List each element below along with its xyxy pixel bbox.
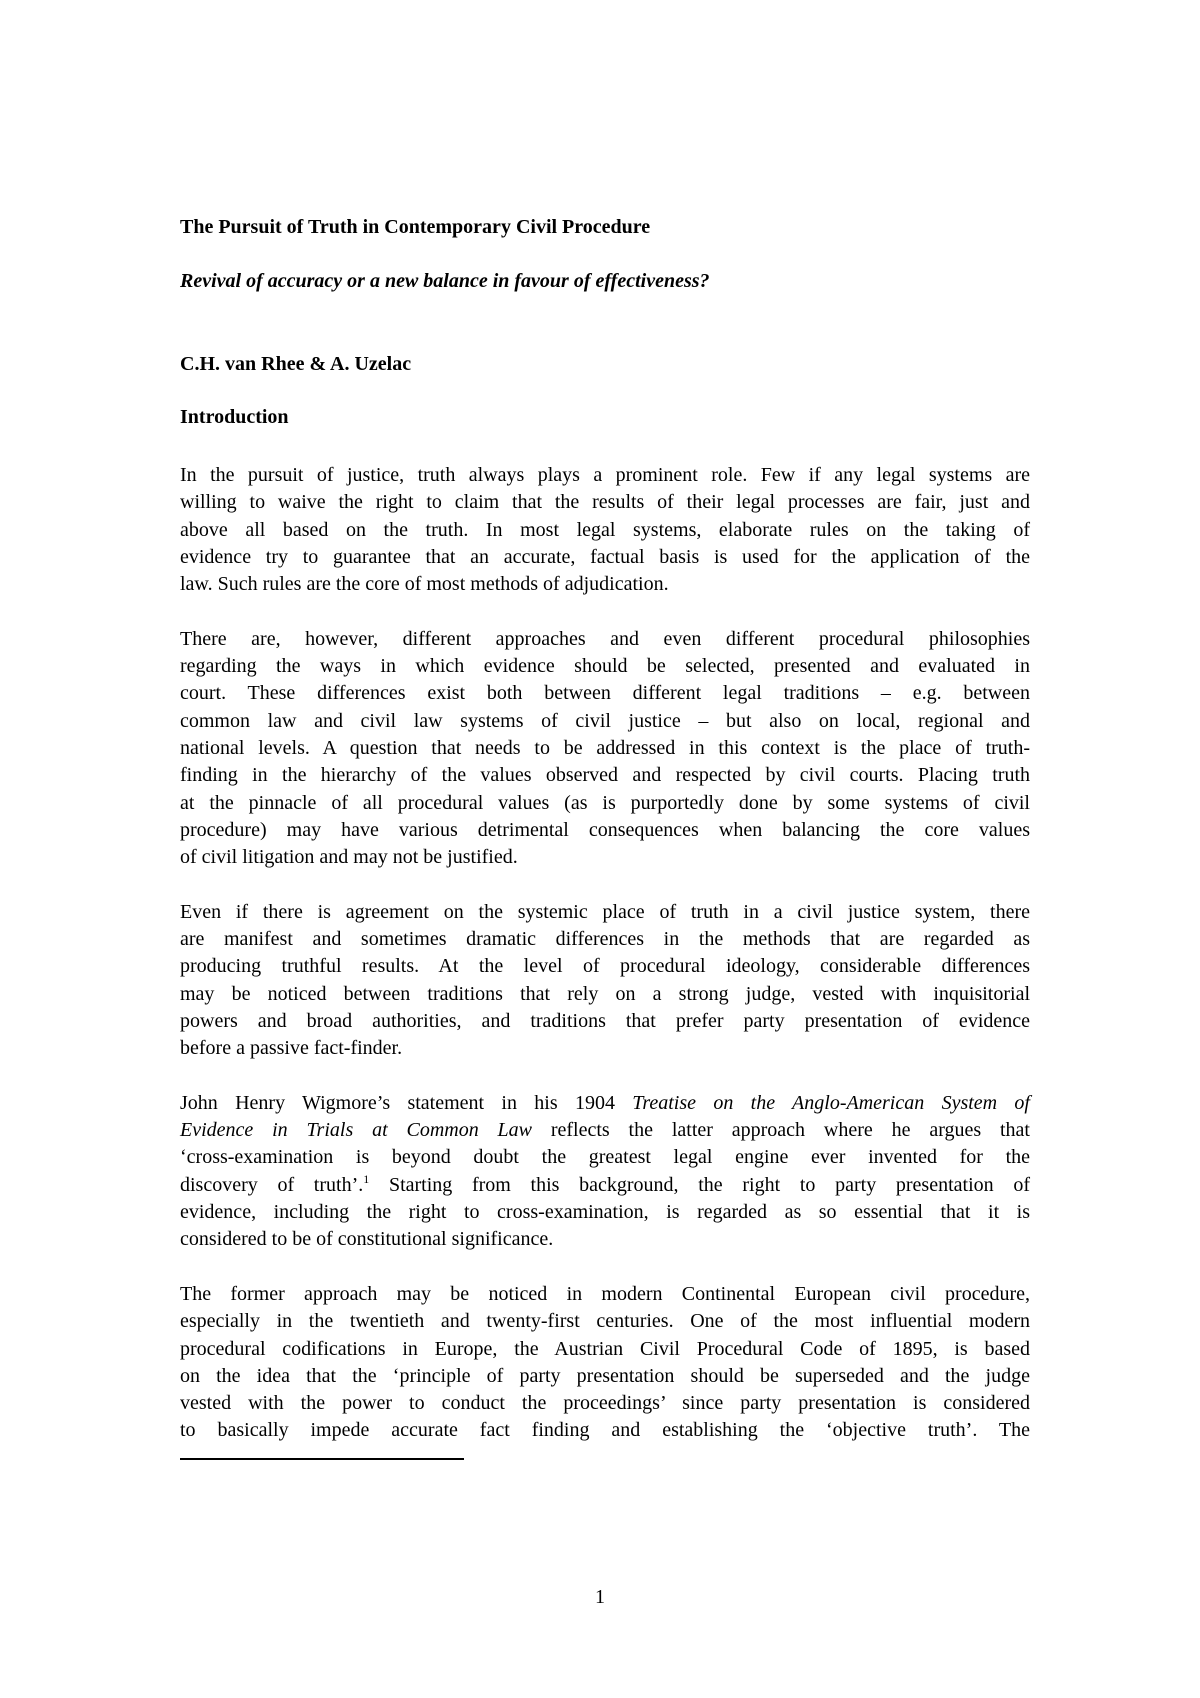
text-line: producing truthful results. At the level of procedural ideology, considerable differences (180, 955, 1030, 978)
text-line: willing to waive the right to claim that the results of their legal processes are fair, just and (180, 491, 1030, 514)
text-line: evidence, including the right to cross-examination, is regarded as so essential that it is (180, 1201, 1030, 1224)
text-span: reflects the latter approach where he argues that (532, 1119, 1030, 1142)
text-line: procedural codifications in Europe, the Austrian Civil Procedural Code of 1895, is based (180, 1337, 1030, 1360)
paragraph-3 (180, 899, 1030, 1063)
text-line: of civil litigation and may not be justified. (180, 846, 518, 869)
text-line: evidence try to guarantee that an accurate, factual basis is used for the application of the (180, 545, 1030, 568)
text-line: court. These differences exist both between different legal traditions – e.g. between (180, 682, 1030, 705)
text-line: Even if there is agreement on the systemic place of truth in a civil justice system, there (180, 900, 1030, 923)
text-span: John Henry Wigmore’s statement in his 1904 (180, 1091, 633, 1114)
text-line: finding in the hierarchy of the values observed and respected by civil courts. Placing truth (180, 764, 1030, 787)
document-subtitle: Revival of accuracy or a new balance in favour of effectiveness? (180, 270, 710, 292)
book-title-italic: Evidence in Trials at Common Law (180, 1119, 533, 1142)
paragraph-2 (180, 626, 1030, 872)
footnote-separator (180, 1458, 464, 1460)
text-span: Starting from this background, the right to party presentation of (369, 1173, 1030, 1196)
paragraph-1 (180, 462, 1030, 598)
text-line: ‘cross-examination is beyond doubt the greatest legal engine ever invented for the (180, 1146, 1030, 1169)
text-line: vested with the power to conduct the proceedings’ since party presentation is considered (180, 1392, 1030, 1415)
text-line (180, 1172, 1030, 1199)
text-line: considered to be of constitutional significance. (180, 1228, 554, 1251)
text-line: especially in the twentieth and twenty-first centuries. One of the most influential modern (180, 1310, 1030, 1333)
section-heading: Introduction (180, 406, 289, 428)
text-line: regarding the ways in which evidence should be selected, presented and evaluated in (180, 655, 1030, 678)
text-line: There are, however, different approaches and even different procedural philosophies (180, 627, 1030, 650)
text-line (180, 1117, 1030, 1144)
document-title: The Pursuit of Truth in Contemporary Civil Procedure (180, 216, 651, 238)
text-line: law. Such rules are the core of most methods of adjudication. (180, 573, 669, 596)
text-line: at the pinnacle of all procedural values (as is purportedly done by some systems of civil (180, 791, 1030, 814)
paragraph-5 (180, 1281, 1030, 1445)
text-line: before a passive fact-finder. (180, 1037, 403, 1060)
text-line: In the pursuit of justice, truth always plays a prominent role. Few if any legal systems are (180, 464, 1030, 486)
text-line: powers and broad authorities, and traditions that prefer party presentation of evidence (180, 1009, 1030, 1032)
text-line: are manifest and sometimes dramatic differences in the methods that are regarded as (180, 928, 1030, 951)
text-line: common law and civil law systems of civil justice – but also on local, regional and (180, 709, 1030, 732)
paragraph-4 (180, 1090, 1030, 1254)
footnote-marker[interactable]: 1 (363, 1171, 370, 1186)
text-line: national levels. A question that needs to be addressed in this context is the place of truth- (180, 736, 1030, 759)
text-line: procedure) may have various detrimental consequences when balancing the core values (180, 818, 1030, 841)
text-line: on the idea that the ‘principle of party presentation should be superseded and the judge (180, 1364, 1030, 1387)
page-number: 1 (595, 1586, 605, 1608)
text-line: may be noticed between traditions that rely on a strong judge, vested with inquisitorial (180, 982, 1030, 1005)
text-line: above all based on the truth. In most legal systems, elaborate rules on the taking of (180, 518, 1030, 541)
text-span: discovery of truth’. (180, 1173, 364, 1196)
book-title-italic: Treatise on the Anglo-American System of (632, 1091, 1030, 1114)
authors: C.H. van Rhee & A. Uzelac (180, 353, 412, 375)
text-line: to basically impede accurate fact finding and establishing the ‘objective truth’. The (180, 1419, 1030, 1442)
text-line (180, 1090, 1030, 1117)
body-text (180, 462, 1030, 1472)
text-line: The former approach may be noticed in modern Continental European civil procedure, (180, 1282, 1030, 1305)
